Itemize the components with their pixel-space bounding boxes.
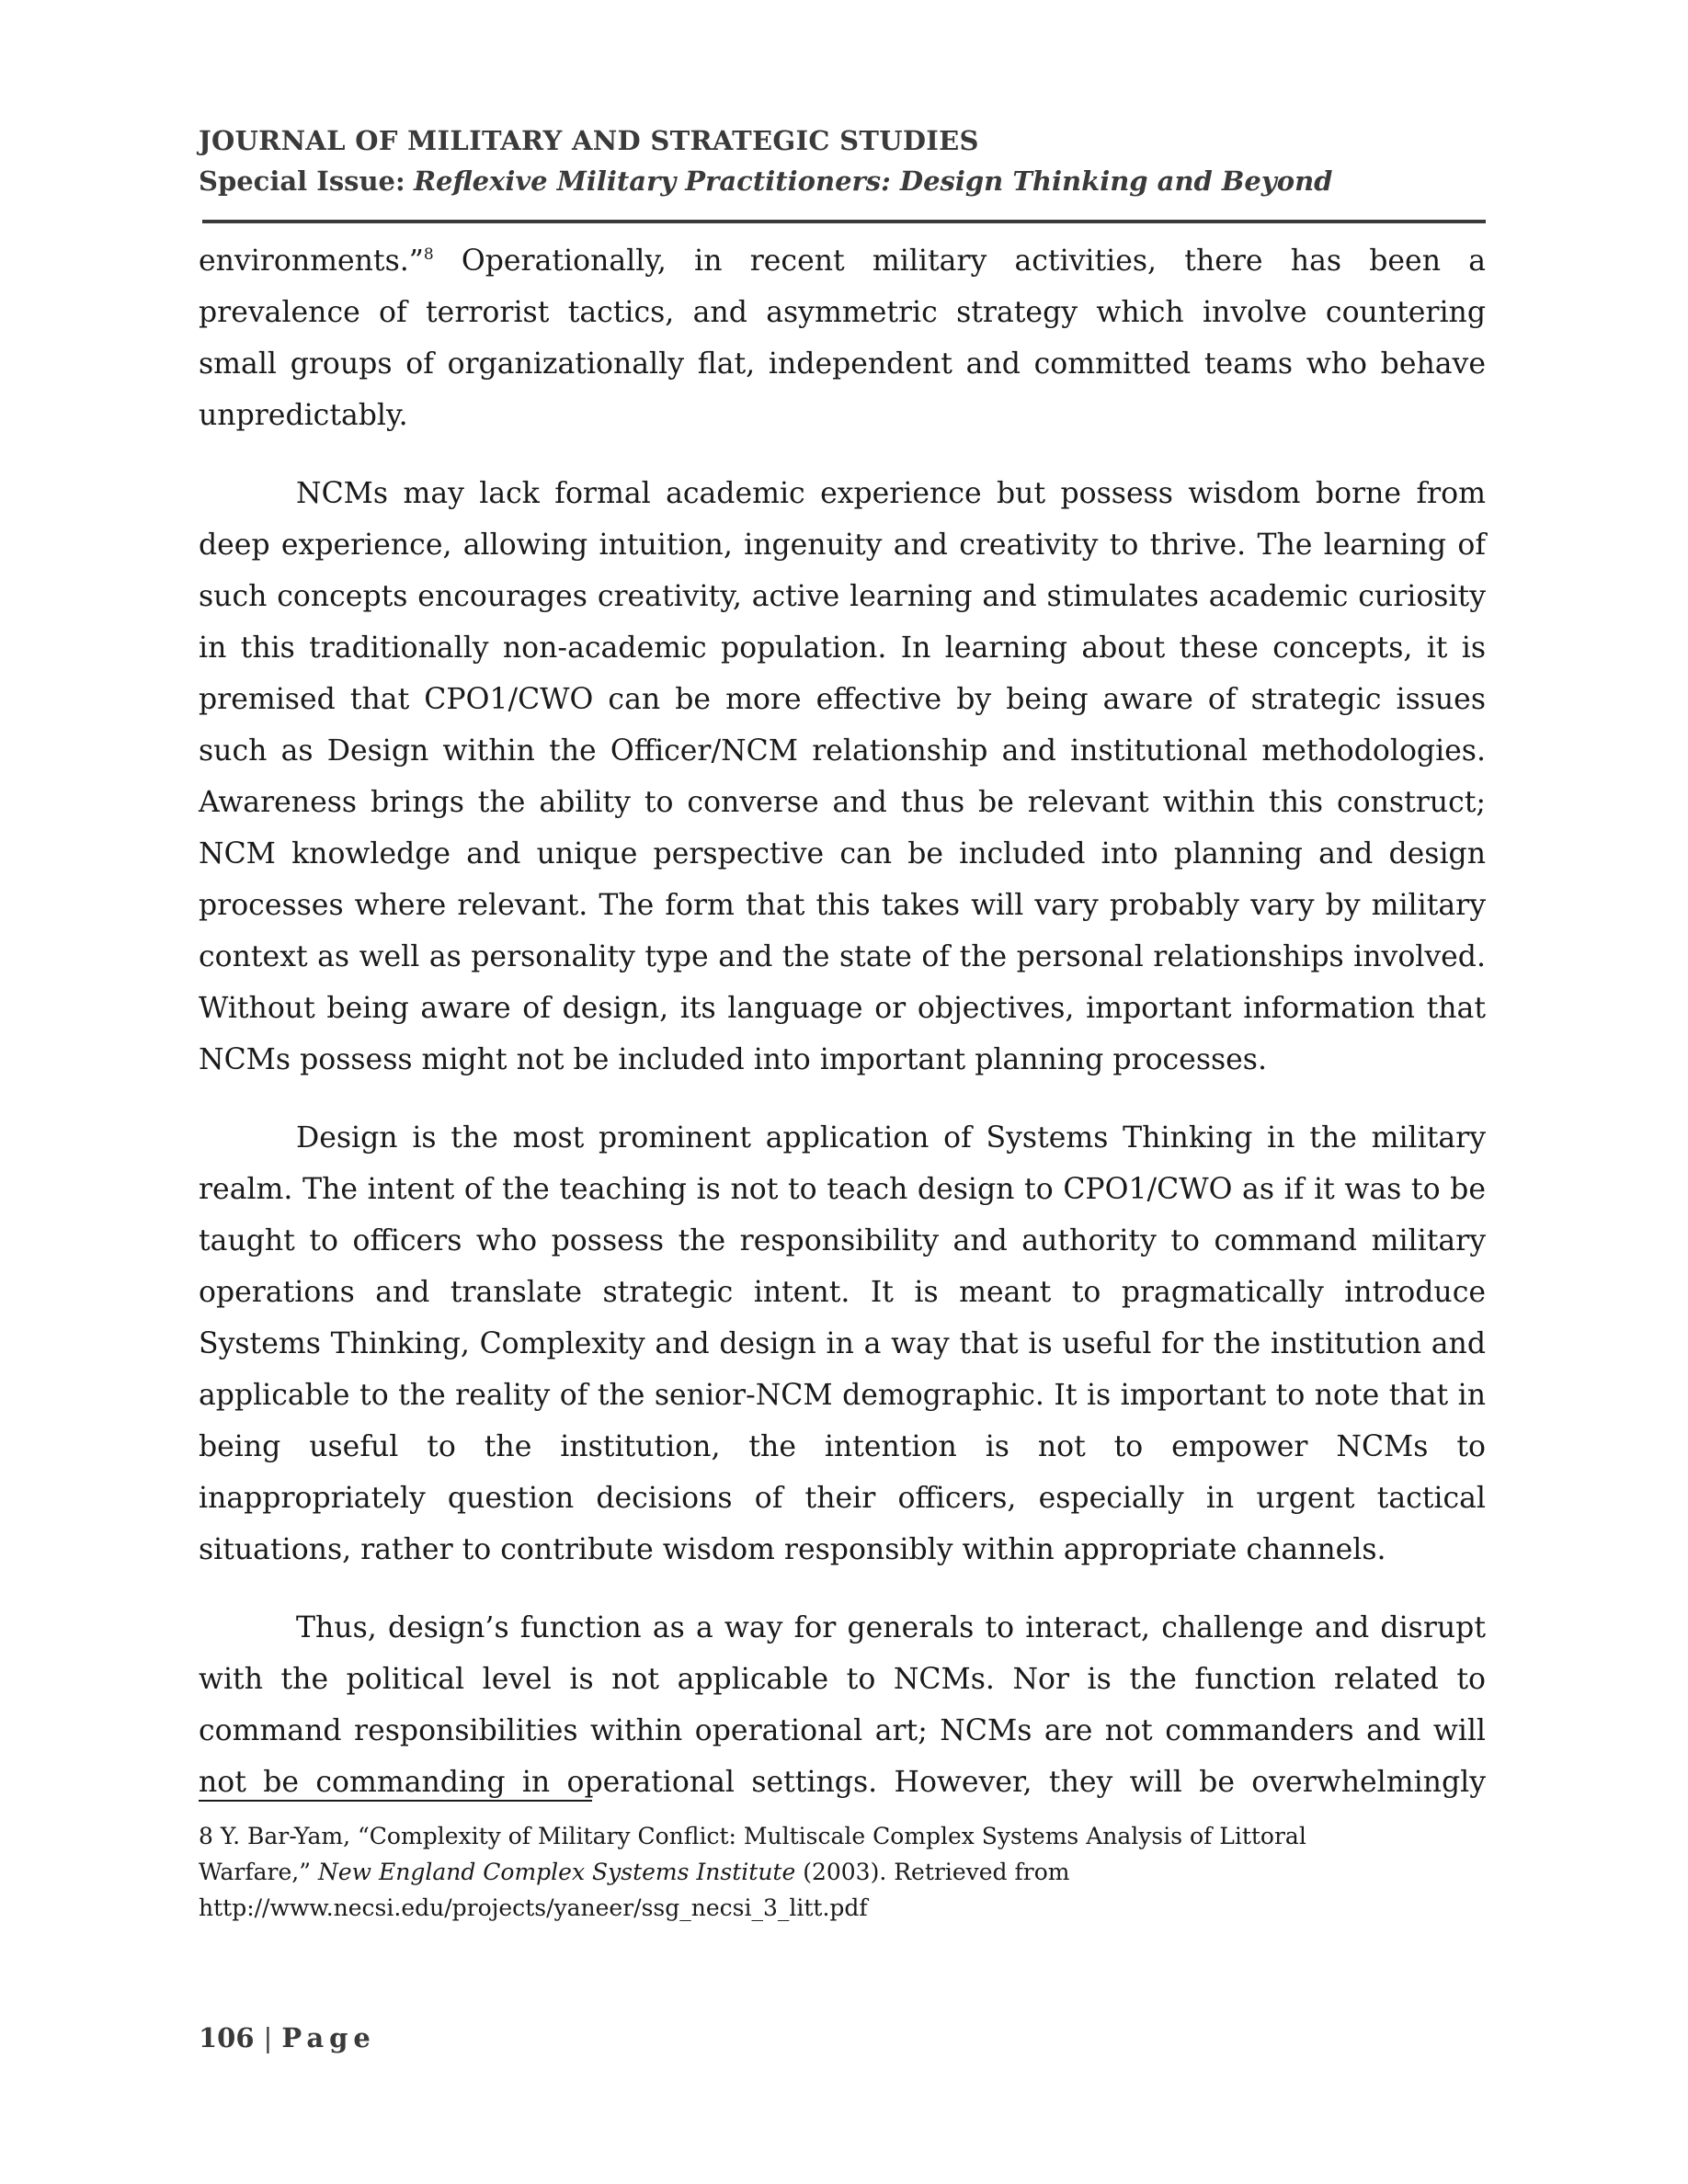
page-footer: [199, 2022, 376, 2053]
article-body: [199, 235, 1486, 1808]
header-divider: [202, 220, 1486, 223]
paragraph-1: [199, 235, 1486, 441]
footnote-line-2-start: Warfare,”: [199, 1859, 318, 1885]
footnote-divider: [199, 1800, 592, 1802]
paragraph-1-rest: Operationally, in recent military activities, there has been a prevalence of terrorist tactics, and asymmetric strategy which involve countering small groups of organizationally flat, independent and committed teams who behave unpredictably.: [199, 245, 1486, 432]
journal-title: JOURNAL OF MILITARY AND STRATEGIC STUDIES: [199, 125, 979, 156]
footnote-line-1: 8 Y. Bar-Yam, “Complexity of Military Conflict: Multiscale Complex Systems Analysis of Littoral: [199, 1823, 1306, 1849]
special-issue-title: Reflexive Military Practitioners: Design Thinking and Beyond: [413, 165, 1333, 197]
special-issue-line: [199, 160, 1486, 202]
paragraph-1-start: environments.”: [199, 245, 424, 278]
footnote-8: [199, 1818, 1486, 1926]
page-number: 106: [199, 2022, 255, 2053]
page-label: Page: [281, 2022, 376, 2053]
footnote-publisher: New England Complex Systems Institute: [317, 1859, 796, 1885]
special-issue-label: Special Issue:: [199, 165, 405, 197]
footer-separator: |: [263, 2022, 273, 2053]
running-header: [199, 121, 1486, 202]
footnote-line-2-end: (2003). Retrieved from: [795, 1859, 1070, 1885]
paragraph-2: NCMs may lack formal academic experience but possess wisdom borne from deep experience, allowing intuition, ingenuity and creativity to thrive. The learning of such concepts encourages creativity, active learning and stimulates academic curiosity in this traditionally non-academic population. In learning about these concepts, it is premised that CPO1/CWO can be more effective by being aware of strategic issues such as Design within the Officer/NCM relationship and institutional methodologies. Awareness brings the ability to converse and thus be relevant within this construct; NCM knowledge and unique perspective can be included into planning and design processes where relevant. The form that this takes will vary probably vary by military context as well as personality type and the state of the personal relationships involved. Without being aware of design, its language or objectives, important information that NCMs possess might not be included into important planning processes.: [199, 477, 1486, 1076]
footnote-url[interactable]: http://www.necsi.edu/projects/yaneer/ssg_necsi_3_litt.pdf: [199, 1894, 868, 1921]
paragraph-4: Thus, design’s function as a way for generals to interact, challenge and disrupt with the political level is not applicable to NCMs. Nor is the function related to command responsibilities within operational art; NCMs are not commanders and will not be commanding in operational settings. However, they will be overwhelmingly: [199, 1611, 1486, 1799]
footnote-line-2: [199, 1854, 1486, 1890]
footnote-reference-8[interactable]: 8: [423, 245, 434, 264]
paragraph-3: Design is the most prominent application of Systems Thinking in the military realm. The intent of the teaching is not to teach design to CPO1/CWO as if it was to be taught to officers who possess the responsibility and authority to command military operations and translate strategic intent. It is meant to pragmatically introduce Systems Thinking, Complexity and design in a way that is useful for the institution and applicable to the reality of the senior-NCM demographic. It is important to note that in being useful to the institution, the intention is not to empower NCMs to inappropriately question decisions of their officers, especially in urgent tactical situations, rather to contribute wisdom responsibly within appropriate channels.: [199, 1121, 1486, 1566]
